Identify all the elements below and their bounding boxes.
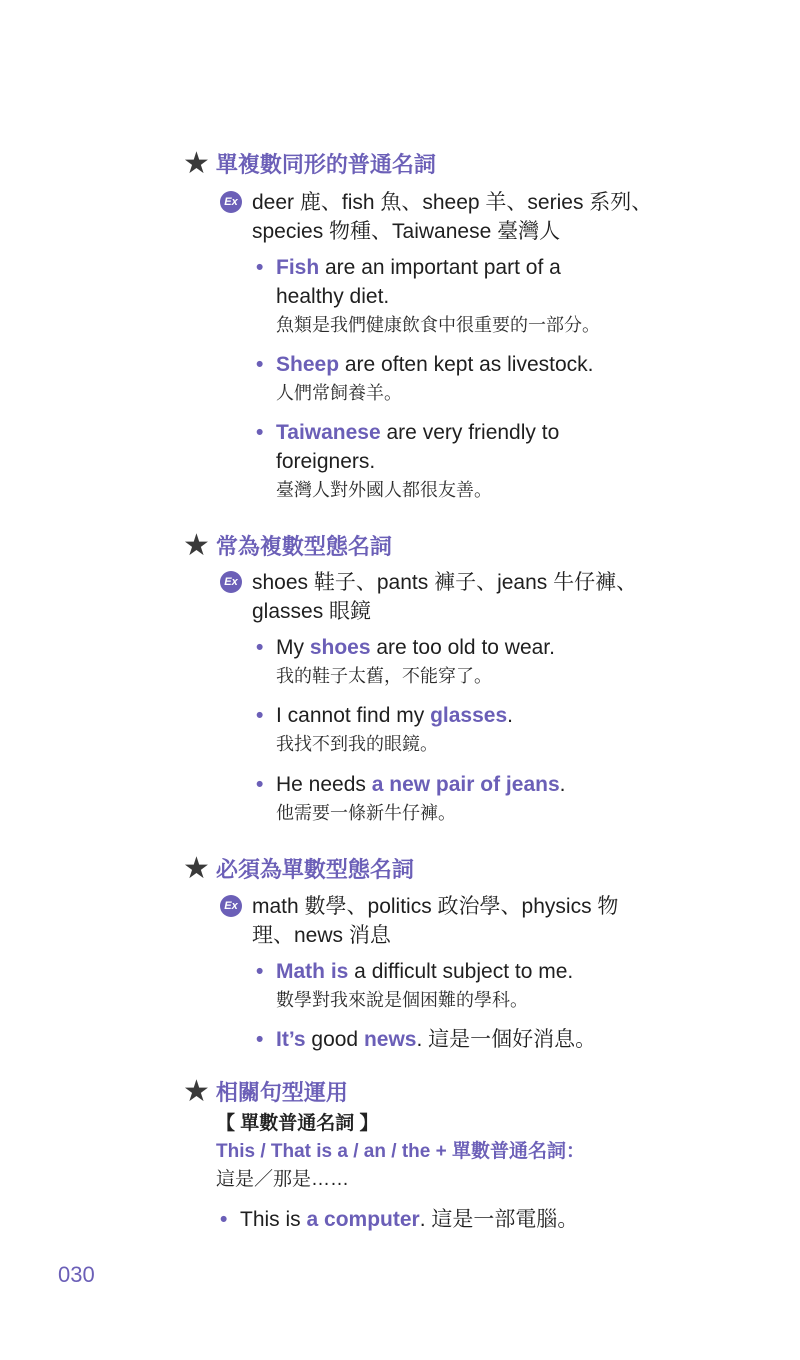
page-number: 030 <box>58 1262 95 1287</box>
bullet-dot: • <box>220 1208 228 1231</box>
chinese-translation: 魚類是我們健康飲食中很重要的一部分。 <box>276 315 600 335</box>
example-words-line: glasses 眼鏡 <box>252 600 372 623</box>
pattern-title: 【 單數普通名詞 】 <box>216 1113 379 1134</box>
english-sentence: This is a computer. 這是一部電腦。 <box>240 1208 579 1231</box>
star-icon: ★ <box>183 1073 210 1109</box>
example-sentence <box>256 418 676 504</box>
example-sentence <box>256 350 676 407</box>
example-sentence <box>256 770 676 827</box>
english-sentence: It’s good news. 這是一個好消息。 <box>276 1028 597 1051</box>
section-heading-1 <box>183 145 436 181</box>
example-words-line: deer 鹿、fish 魚、sheep 羊、series 系列、 <box>252 191 653 214</box>
star-icon: ★ <box>183 145 210 181</box>
bullet-dot: • <box>256 353 264 376</box>
section-title: 相關句型運用 <box>215 1080 348 1105</box>
chinese-translation: 我的鞋子太舊，不能穿了。 <box>276 666 492 686</box>
example-sentence <box>256 633 676 690</box>
example-words-line: 理、news 消息 <box>252 924 391 947</box>
english-sentence: Fish are an important part of a <box>276 256 561 279</box>
section-heading-3 <box>183 850 414 886</box>
pattern-formula: This / That is a / an / the + 單數普通名詞： <box>216 1141 585 1162</box>
section-heading-2 <box>183 527 392 563</box>
ex-badge-icon: Ex <box>220 895 242 917</box>
star-icon: ★ <box>183 527 210 563</box>
chinese-translation: 數學對我來說是個困難的學科。 <box>276 990 528 1010</box>
example-words-line: math 數學、politics 政治學、physics 物 <box>252 895 619 918</box>
bullet-dot: • <box>256 421 264 444</box>
chinese-translation: 臺灣人對外國人都很友善。 <box>276 480 492 500</box>
bullet-dot: • <box>256 773 264 796</box>
example-sentence <box>256 253 676 339</box>
english-sentence-cont: healthy diet. <box>276 285 390 308</box>
english-sentence: I cannot find my glasses. <box>276 704 513 727</box>
bullet-dot: • <box>256 636 264 659</box>
example-sentence <box>256 1025 676 1054</box>
example-words-line: shoes 鞋子、pants 褲子、jeans 牛仔褲、 <box>252 571 638 594</box>
sentence-pattern <box>216 1110 676 1194</box>
bullet-dot: • <box>256 1028 264 1051</box>
chinese-translation: 我找不到我的眼鏡。 <box>276 734 438 754</box>
bullet-dot: • <box>256 256 264 279</box>
example-words-1 <box>220 188 680 246</box>
bullet-dot: • <box>256 960 264 983</box>
ex-badge-icon: Ex <box>220 191 242 213</box>
example-sentence <box>256 701 676 758</box>
section-heading-4 <box>183 1073 348 1109</box>
english-sentence: He needs a new pair of jeans. <box>276 773 566 796</box>
english-sentence: Sheep are often kept as livestock. <box>276 353 594 376</box>
section-title: 必須為單數型態名詞 <box>215 857 414 882</box>
section-title: 單複數同形的普通名詞 <box>215 152 436 177</box>
example-words-3 <box>220 892 680 950</box>
ex-badge-icon: Ex <box>220 571 242 593</box>
english-sentence: Math is a difficult subject to me. <box>276 960 574 983</box>
example-words-line: species 物種、Taiwanese 臺灣人 <box>252 220 561 243</box>
english-sentence-cont: foreigners. <box>276 450 376 473</box>
english-sentence: My shoes are too old to wear. <box>276 636 555 659</box>
bullet-dot: • <box>256 704 264 727</box>
chinese-translation: 人們常飼養羊。 <box>276 383 402 403</box>
example-words-2 <box>220 568 680 626</box>
example-sentence <box>256 957 676 1014</box>
pattern-meaning: 這是／那是…… <box>216 1169 350 1190</box>
star-icon: ★ <box>183 850 210 886</box>
chinese-translation: 他需要一條新牛仔褲。 <box>276 803 456 823</box>
english-sentence: Taiwanese are very friendly to <box>276 421 560 444</box>
section-title: 常為複數型態名詞 <box>215 534 392 559</box>
example-sentence <box>220 1205 640 1234</box>
